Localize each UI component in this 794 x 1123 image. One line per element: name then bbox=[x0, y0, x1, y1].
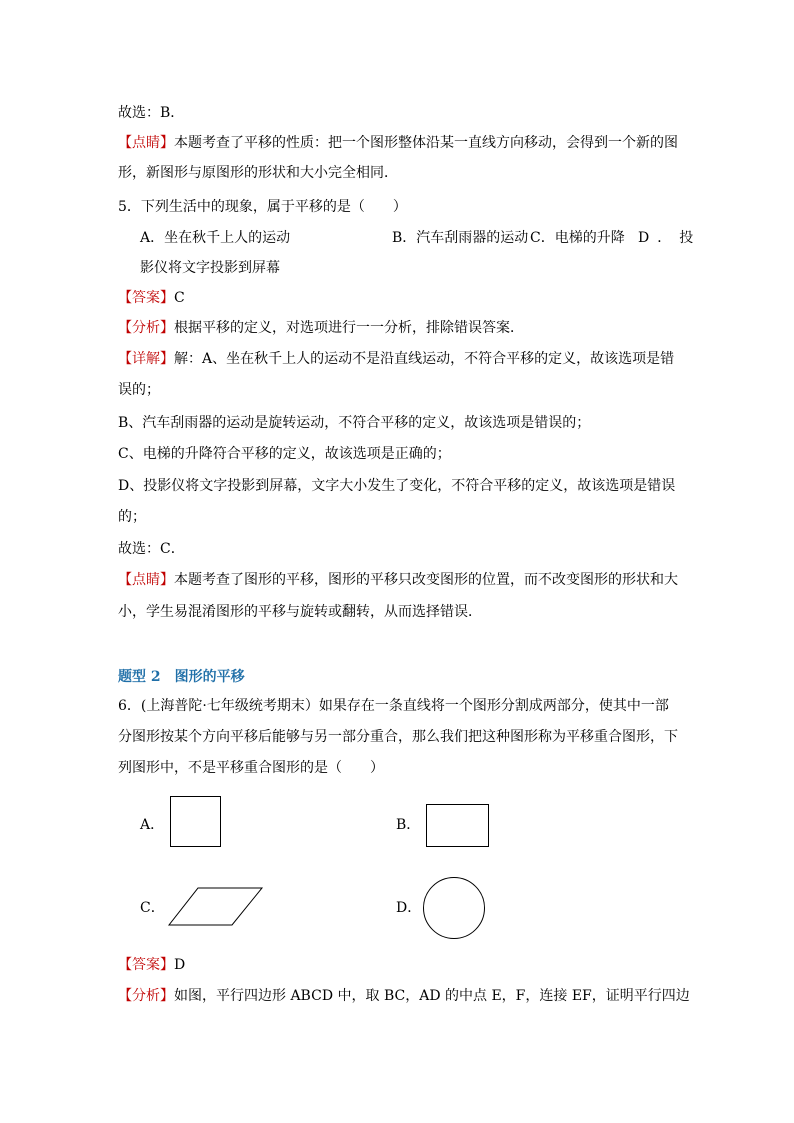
answer6-tag: 【答案】 bbox=[118, 957, 174, 973]
q6-option-d-label: D． bbox=[396, 900, 422, 916]
comment2-line bbox=[118, 570, 678, 590]
detail-line-5: D、投影仪将文字投影到屏幕，文字大小发生了变化，不符合平移的定义，故该选项是错误 bbox=[118, 478, 676, 494]
analysis-tag: 【分析】 bbox=[118, 320, 174, 336]
detail-tag: 【详解】 bbox=[118, 351, 174, 367]
detail-line-4: C、电梯的升降符合平移的定义，故该选项是正确的； bbox=[118, 446, 451, 462]
q5-option-c: C．电梯的升降 bbox=[530, 230, 625, 246]
answer-tag: 【答案】 bbox=[118, 290, 174, 306]
rectangle-shape-icon bbox=[426, 804, 490, 848]
parallelogram-shape-icon bbox=[168, 887, 264, 927]
question-6-line-1: 6．(上海普陀·七年级统考期末）如果存在一条直线将一个图形分割成两部分，使其中一部 bbox=[118, 698, 669, 714]
q5-option-d-cont: 影仪将文字投影到屏幕 bbox=[140, 260, 280, 276]
analysis6-text: 如图，平行四边形 ABCD 中，取 BC，AD 的中点 E，F，连接 EF，证明平行四边 bbox=[174, 988, 690, 1004]
analysis-line bbox=[118, 318, 524, 338]
circle-shape-icon bbox=[422, 876, 486, 940]
analysis6-line bbox=[118, 986, 690, 1006]
comment-tag: 【点睛】 bbox=[118, 135, 174, 151]
comment2-text: 本题考查了图形的平移，图形的平移只改变图形的位置，而不改变图形的形状和大 bbox=[174, 572, 678, 588]
answer6-value: D bbox=[174, 957, 186, 973]
analysis-text: 根据平移的定义，对选项进行一一分析，排除错误答案． bbox=[174, 320, 524, 336]
question-6-line-2: 分图形按某个方向平移后能够与另一部分重合，那么我们把这种图形称为平移重合图形，下 bbox=[118, 729, 678, 745]
detail-line-6: 的； bbox=[118, 509, 146, 525]
detail-line-2: 误的； bbox=[118, 382, 160, 398]
square-shape-icon bbox=[170, 796, 222, 848]
analysis6-tag: 【分析】 bbox=[118, 988, 174, 1004]
question-6-line-3: 列图形中，不是平移重合图形的是（ ） bbox=[118, 760, 384, 776]
detail-text: 解：A、坐在秋千上人的运动不是沿直线运动，不符合平移的定义，故该选项是错 bbox=[174, 351, 675, 367]
q6-option-a-label: A． bbox=[140, 817, 165, 833]
comment-line bbox=[118, 133, 678, 153]
answer6-line bbox=[118, 955, 185, 975]
q5-option-b: B．汽车刮雨器的运动 bbox=[392, 230, 529, 246]
answer-choice-line: 故选：B． bbox=[118, 105, 185, 121]
comment2-line-2: 小，学生易混淆图形的平移与旋转或翻转，从而选择错误． bbox=[118, 604, 482, 620]
q5-option-a: A．坐在秋千上人的运动 bbox=[140, 230, 291, 246]
q6-option-b-label: B． bbox=[396, 817, 421, 833]
comment-text: 本题考查了平移的性质：把一个图形整体沿某一直线方向移动，会得到一个新的图 bbox=[174, 135, 678, 151]
choose-line: 故选：C． bbox=[118, 541, 185, 557]
answer-value: C bbox=[174, 290, 185, 306]
comment2-tag: 【点睛】 bbox=[118, 572, 174, 588]
detail-line-3: B、汽车刮雨器的运动是旋转运动，不符合平移的定义，故该选项是错误的； bbox=[118, 415, 591, 431]
comment-line-2: 形，新图形与原图形的形状和大小完全相同． bbox=[118, 165, 398, 181]
q6-option-c-label: C． bbox=[140, 900, 165, 916]
q5-option-d: D．投 bbox=[638, 230, 702, 246]
question-5: 5．下列生活中的现象，属于平移的是（ ） bbox=[118, 199, 407, 215]
detail-line bbox=[118, 349, 674, 369]
answer-line bbox=[118, 288, 185, 308]
section-heading: 题型 2 图形的平移 bbox=[118, 669, 245, 685]
